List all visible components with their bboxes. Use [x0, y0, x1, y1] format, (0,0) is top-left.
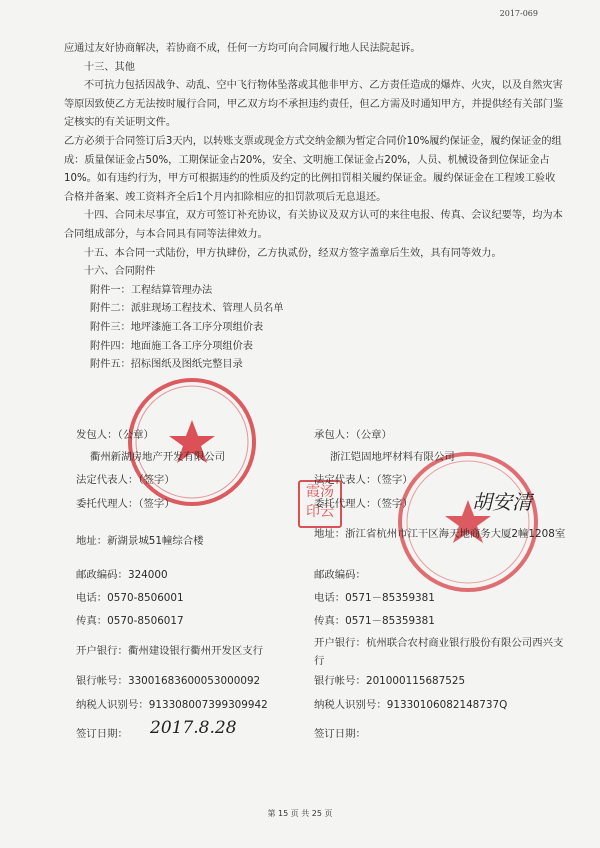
attachment-item: 附件一：工程结算管理办法 — [90, 284, 213, 296]
party-b-name: 浙江铠固地坪材料有限公司 — [330, 451, 455, 463]
party-a-legal-rep: 法定代表人：（签字） — [76, 474, 175, 486]
attachment-item: 附件三：地坪漆施工各工序分项组价表 — [90, 321, 264, 333]
party-a-sign-date-label: 签订日期： — [76, 728, 128, 740]
party-b-phone: 电话：0571－85359381 — [314, 592, 435, 604]
party-b-label: 承包人：（公章） — [314, 429, 392, 441]
party-b-postcode: 邮政编码： — [314, 569, 366, 581]
attachment-item: 附件五：招标图纸及图纸完整目录 — [90, 359, 243, 371]
party-a-sign-date-handwritten: 2017.8.28 — [150, 718, 237, 738]
party-a-label: 发包人：（公章） — [76, 429, 154, 441]
contract-paragraph: 十三、其他 — [84, 61, 135, 73]
page-footer: 第 15 页 共 25 页 — [267, 809, 333, 818]
contract-body — [64, 40, 564, 375]
party-a-tax-id: 纳税人识别号：913308007399309942 — [76, 699, 268, 711]
contract-paragraph: 十六、合同附件 — [84, 266, 156, 278]
contract-paragraph: 十四、合同未尽事宜，双方可签订补充协议，有关协议及双方认可的来往电报、传真、会议纪要等，均为本合同组成部分，与本合同具有同等法律效力。 — [64, 210, 563, 240]
party-b-address: 地址：浙江省杭州市江干区海天地商务大厦2幢1208室 — [314, 528, 566, 540]
party-a-bank: 开户银行：衢州建设银行衢州开发区支行 — [76, 645, 264, 657]
party-a-account: 银行帐号：33001683600053000092 — [76, 675, 261, 687]
party-b-fax: 传真：0571－85359381 — [314, 615, 435, 627]
party-b-bank: 开户银行：杭州联合农村商业银行股份有限公司西兴支行 — [314, 637, 564, 667]
contract-paragraph: 十五、本合同一式陆份，甲方执肆份，乙方执贰份，经双方签字盖章后生效，具有同等效力。 — [84, 247, 502, 259]
party-a-address: 地址：新湖景城51幢综合楼 — [76, 535, 204, 547]
party-b-account: 银行帐号：201000115687525 — [314, 675, 466, 687]
party-a-round-seal — [122, 372, 262, 512]
party-b-sign-date-label: 签订日期： — [314, 728, 366, 740]
party-a-postcode: 邮政编码：324000 — [76, 569, 168, 581]
party-a-phone: 电话：0570-8506001 — [76, 592, 184, 604]
contract-paragraph: 乙方必须于合同签订后3天内，以转账支票或现金方式交纳金额为暂定合同价10%履约保证金，履约保证金的组成：质量保证金占50%，工期保证金占20%，安全、文明施工保证金占20%，人员、机械设备到位保证金占10%。如有违约行为，甲方可根据违约的性质及约定的比例扣罚相关履约保证金。履约保证金在工程竣工验收合格并备案、竣工资料齐全后1个月内扣除相应的扣罚款项后无息退还。 — [64, 135, 562, 203]
party-a-name: 衢州新湖房地产开发有限公司 — [90, 451, 226, 463]
contract-paragraph: 不可抗力包括因战争、动乱、空中飞行物体坠落或其他非甲方、乙方责任造成的爆炸、火灾，以及自然灾害等原因致使乙方无法按时履行合同，甲乙双方均不承担违约责任，但乙方需及时通知甲方，并提供经有关部门鉴定核实的有关证明文件。 — [64, 80, 564, 129]
party-b-agent-signature: 胡安清 — [472, 490, 532, 514]
party-b-round-seal — [392, 446, 544, 598]
party-b-agent: 委托代理人：（签字） — [314, 498, 413, 510]
contract-paragraph: 应通过友好协商解决，若协商不成，任何一方均可向合同履行地人民法院起诉。 — [64, 43, 421, 54]
party-b-legal-rep: 法定代表人：（签字） — [314, 474, 413, 486]
party-a-fax: 传真：0570-8506017 — [76, 615, 184, 627]
attachment-item: 附件二：派驻现场工程技术、管理人员名单 — [90, 303, 284, 315]
document-number: 2017-069 — [499, 9, 538, 18]
party-b-tax-id: 纳税人识别号：91330106082148737Q — [314, 699, 508, 711]
square-seal-text-2: 印云 — [306, 504, 334, 520]
square-seal-text-1: 霞汤 — [306, 484, 334, 500]
attachment-item: 附件四：地面施工各工序分项组价表 — [90, 340, 253, 352]
party-a-agent: 委托代理人：（签字） — [76, 498, 175, 510]
